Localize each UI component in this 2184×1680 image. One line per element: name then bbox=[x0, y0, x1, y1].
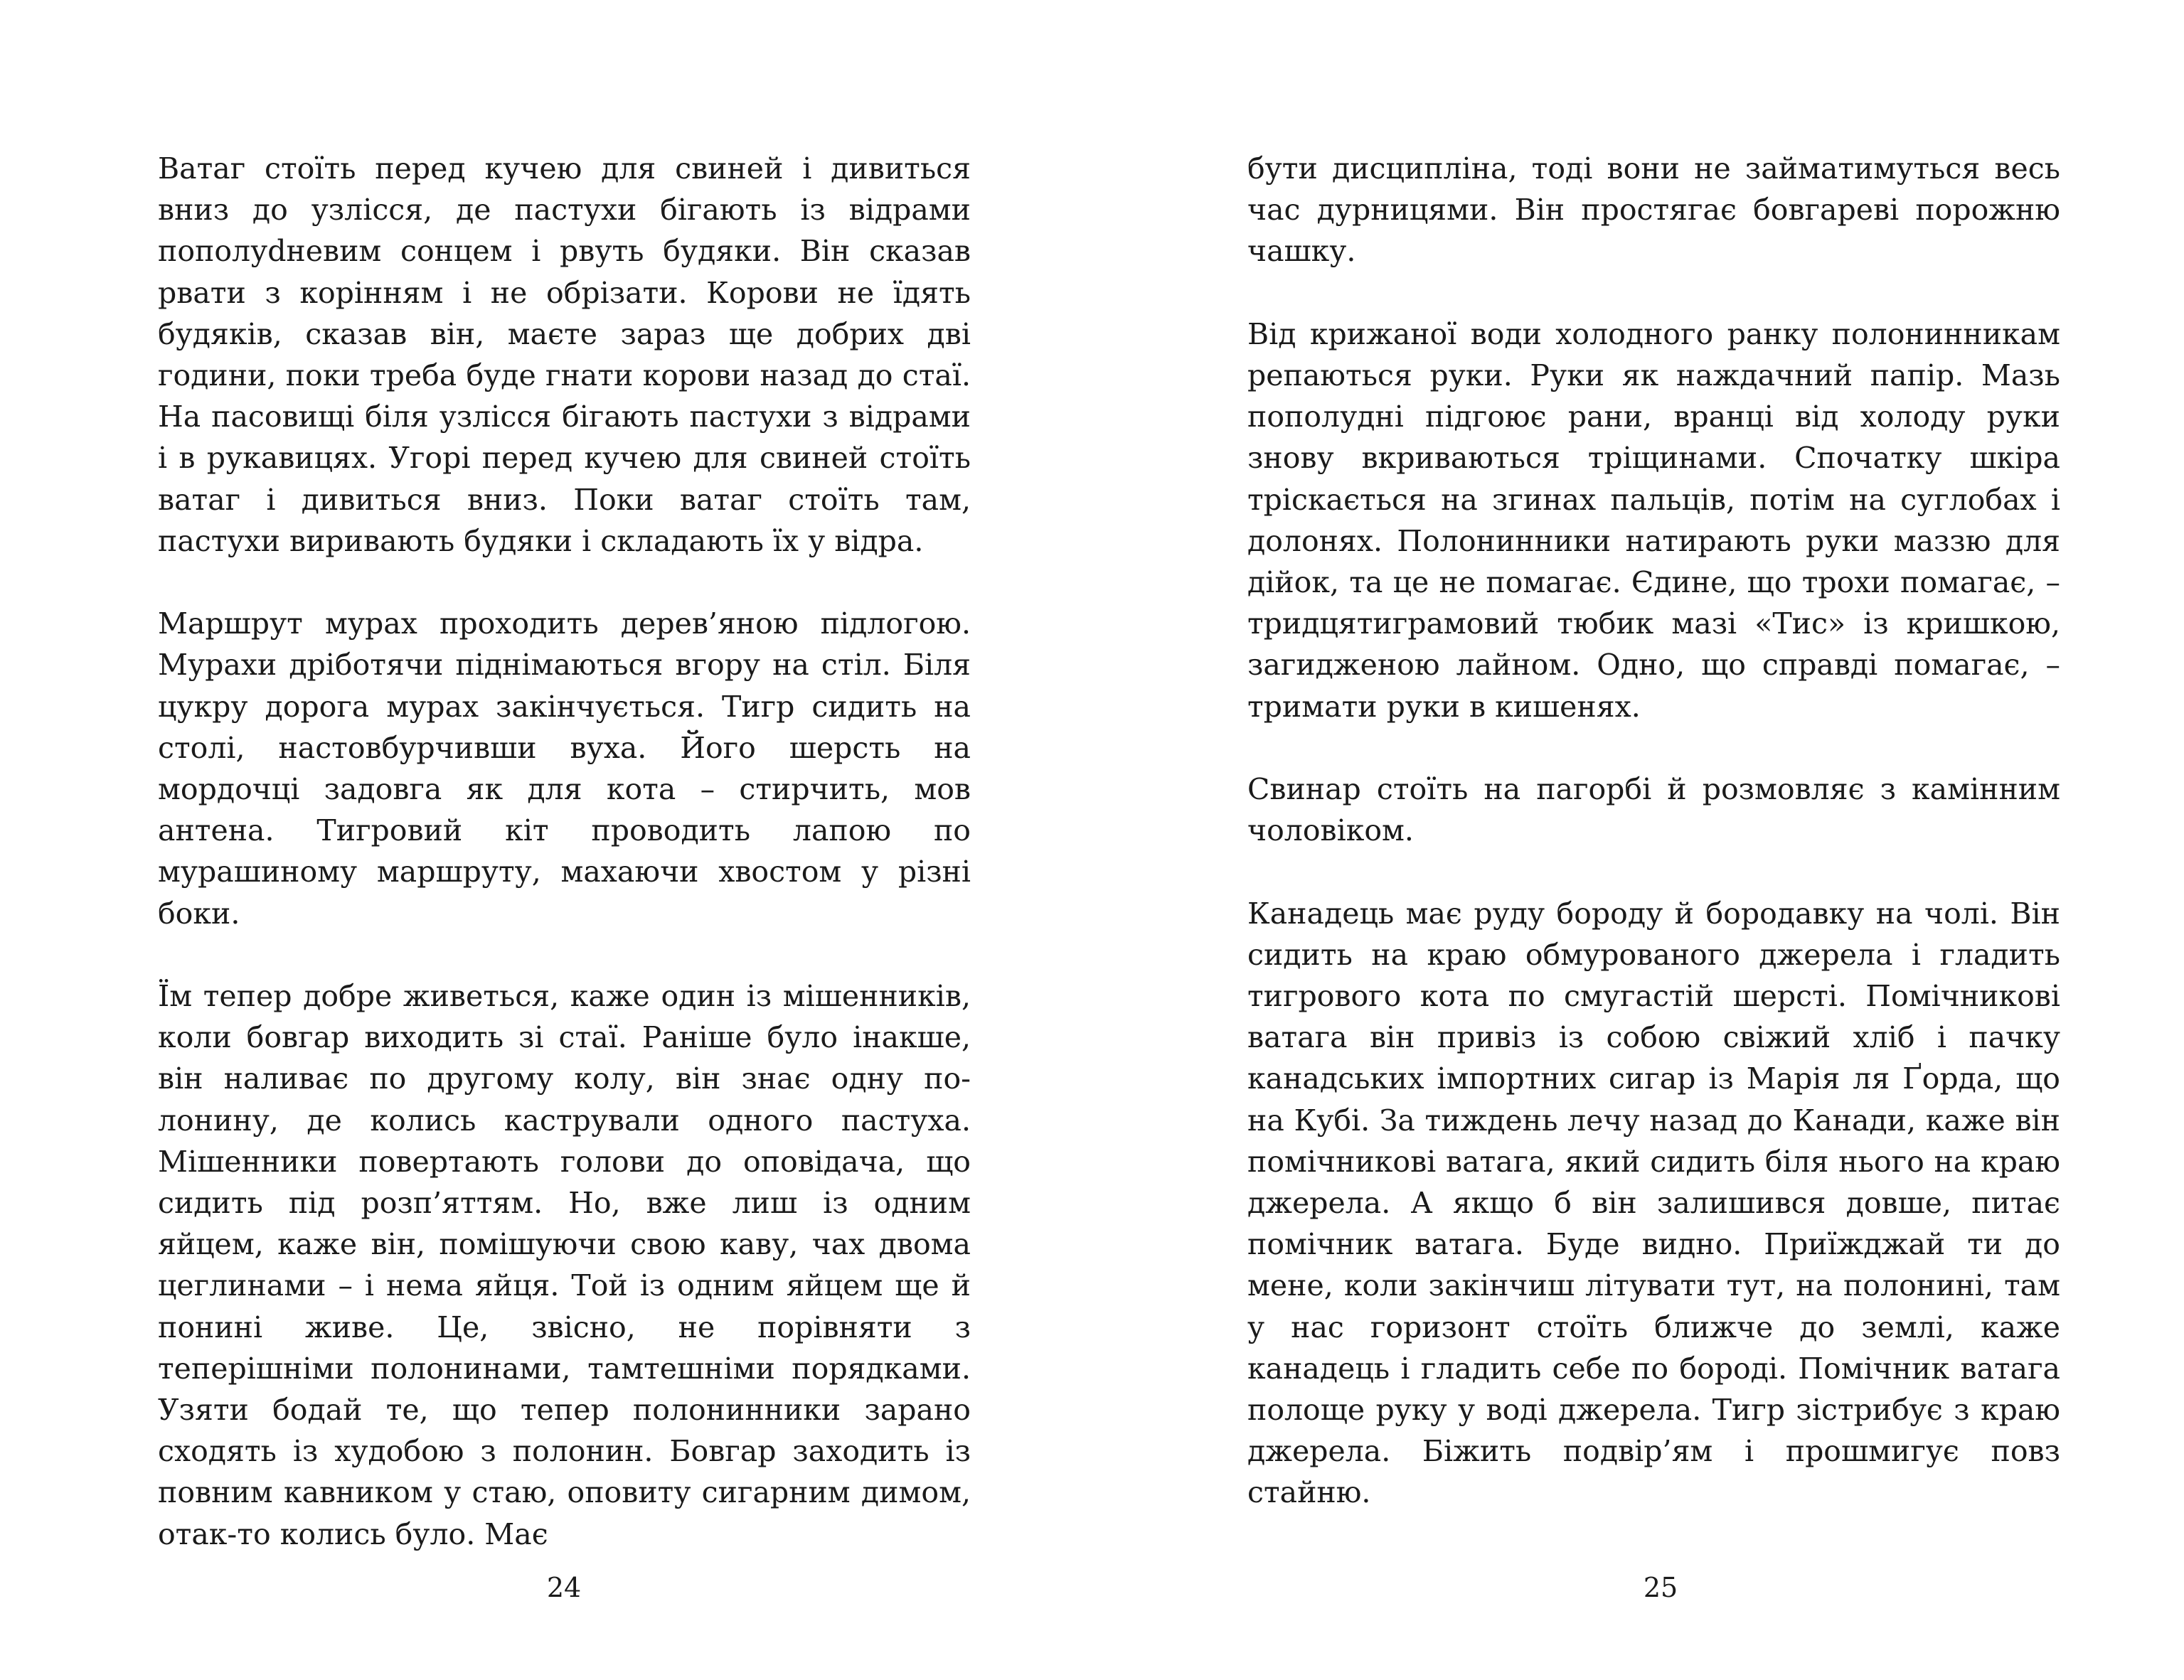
paragraph: Канадець має руду бороду й бородавку на чолі. Він сидить на краю обмурованого джерела і гладить тигрового кота по смугастій шерсті. Помічникові ватага він привіз із собою свіжий хліб і пачку канадських імпортних сигар із Марія ля Ґорда, що на Кубі. За тиждень лечу назад до Канади, каже він помічникові ватага, який сидить біля нього на краю джерела. А якщо б він залишився довше, питає помічник ватага. Буде видно. Приїжджай ти до мене, коли закінчиш літувати тут, на полонині, там у нас горизонт стоїть ближче до землі, каже канадець і гладить себе по бороді. Помічник ватага полоще руку у воді джерела. Тигр зістрибує з краю джерела. Біжить подвір’ям і прошмигує повз стайню. bbox=[1247, 896, 2060, 1510]
paragraph: Ватаг стоїть перед кучею для свиней і дивиться вниз до узлісся, де пастухи бігають із відрами пополуdневим сонцем і рвуть будяки. Він сказав рвати з корінням і не обрізати. Корови не їдять будяків, сказав він, маєте зараз ще добрих дві години, поки треба буде гнати корови назад до стаї. На пасовищі біля узлісся бігають пастухи з відрами і в рукавицях. Угорі перед кучею для свиней стоїть ватаг і дивиться вниз. Поки ватаг стоїть там, пастухи виривають будяки і складають їх у відра. bbox=[158, 151, 971, 558]
paragraph: Свинар стоїть на пагорбі й розмовляє з камінним чоловіком. bbox=[1247, 772, 2060, 848]
page-number-left: 24 bbox=[546, 1572, 582, 1603]
paragraph: Від крижаної води холодного ранку полонинникам репаються руки. Руки як наждачний папір. Мазь пополудні підгоює рани, вранці від холоду руки знову вкриваються тріщинами. Спочатку шкіра тріскається на згинах пальців, потім на суглобах і долонях. Полонинники натирають руки маззю для дійок, та це не помагає. Єдине, що трохи помагає, – тридцятиграмовий тюбик мазі «Тис» із кришкою, загидженою лайном. Одно, що справді помагає, – тримати руки в кишенях. bbox=[1247, 316, 2060, 724]
page-number-right: 25 bbox=[1643, 1572, 1678, 1603]
paragraph: Їм тепер добре живеться, каже один із мішенників, коли бовгар виходить зі стаї. Раніше було інакше, він наливає по другому колу, він знає одну полонину, де колись кастрували одного пастуха. Мішенники повертають голови до оповідача, що сидить під розп’яттям. Но, вже лиш із одним яйцем, каже він, помішуючи свою каву, чах двома цеглинами – і нема яйця. Той із одним яйцем ще й понині живе. Це, звісно, не порівняти з теперішніми полонинами, тамтешніми порядками. Узяти бодай те, що тепер полонинники зарано сходять із худобою з полонин. Бовгар заходить із повним кавником у стаю, оповиту сигарним димом, отак-то колись було. Має bbox=[158, 979, 971, 1551]
paragraph: Маршрут мурах проходить дерев’яною підлогою. Мурахи дріботячи піднімаються вгору на стіл. Біля цукру дорога мурах закінчується. Тигр сидить на столі, настовбурчивши вуха. Його шерсть на мордочці задовга як для кота – стирчить, мов антена. Тигровий кіт проводить лапою по мурашиному маршруту, махаючи хвостом у різні боки. bbox=[158, 606, 971, 931]
right-page-text bbox=[1247, 148, 2060, 1514]
left-page-text bbox=[158, 148, 971, 1555]
right-page bbox=[1092, 0, 2184, 1680]
paragraph: бути дисципліна, тоді вони не займатимуться весь час дурницями. Він простягає бовгареві порожню чашку. bbox=[1247, 151, 2060, 269]
